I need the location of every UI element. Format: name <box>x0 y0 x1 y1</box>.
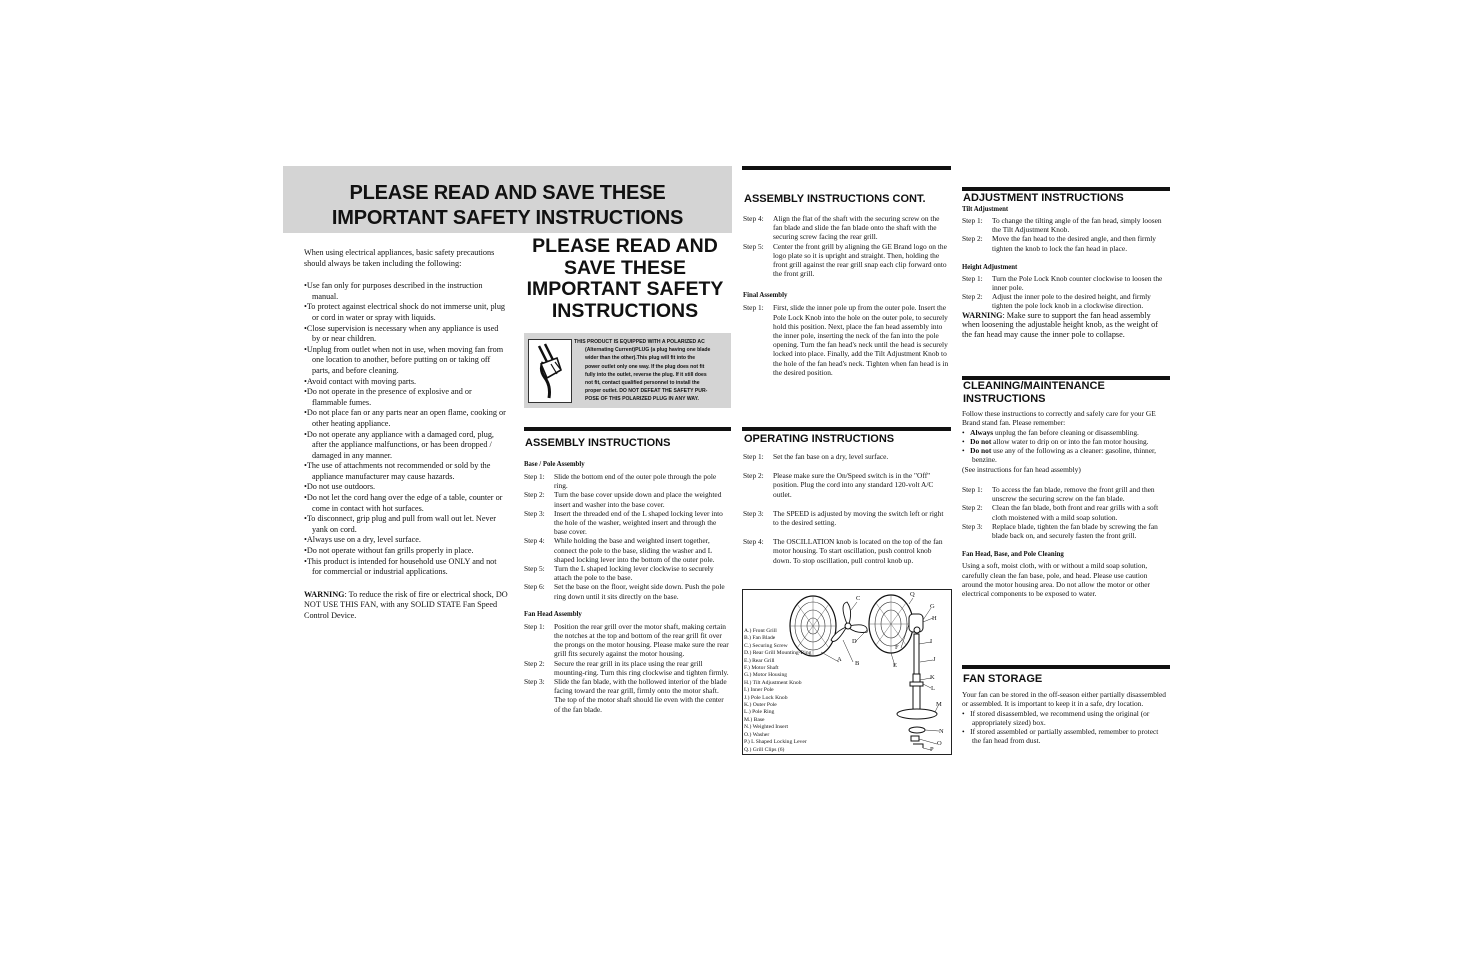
final-assembly-steps <box>743 303 950 377</box>
step-item <box>962 274 1169 292</box>
step-item <box>962 292 1169 310</box>
step-text: To change the tilting angle of the fan head, simply loosen the Tilt Adjustment Knob. <box>992 216 1162 235</box>
legend-item: M.) Base <box>744 716 765 723</box>
step-label: Step 3: <box>962 521 983 531</box>
cleaning-section <box>962 409 1169 599</box>
legend-item: D.) Rear Grill Mounting-Ring <box>744 650 812 657</box>
step-text: Set the fan base on a dry, level surface. <box>773 452 889 461</box>
step-text: Insert the threaded end of the L shaped locking lever into the hole of the washer, weighted insert and through the base cover. <box>554 508 723 537</box>
step-text: Turn the base cover upside down and place the weighted insert and washer into the base cover. <box>554 490 722 509</box>
step-text: The OSCILLATION knob is located on the top of the fan motor housing. To start oscillation, push control knob down. To stop oscillation, pull control knob up. <box>773 537 943 565</box>
bullet-bold: Always <box>970 427 994 437</box>
assembly-cont-section <box>743 214 950 377</box>
step-label: Step 5: <box>524 564 545 574</box>
legend-item: F.) Motor Shaft <box>744 665 779 672</box>
diagram-letter-d: D <box>852 638 857 645</box>
step-label: Step 1: <box>962 273 983 283</box>
list-item: • To protect against electrical shock do not immerse unit, plug or cord in water or spray with liquids. <box>304 302 508 323</box>
plug-notice-line: POSE OF THIS POLARIZED PLUG IN ANY WAY. <box>585 396 699 403</box>
plug-notice-line: THIS PRODUCT IS EQUIPPED WITH A POLARIZED AC <box>574 339 705 345</box>
safety-intro: When using electrical appliances, basic safety precautions should always be taken including the following: <box>304 248 495 268</box>
step-text: Set the base on the floor, weight side down. Push the pole ring down until it sits directly on the base. <box>554 582 725 601</box>
plug-notice-line: fully into the outlet, reverse the plug. If it still does <box>585 371 707 378</box>
cleaning-bullets <box>962 428 1169 465</box>
list-item: • Use fan only for purposes described in the instruction manual. <box>304 281 508 302</box>
list-item: • Close supervision is necessary when any appliance is used by or near children. <box>304 324 508 345</box>
operating-steps <box>743 452 950 565</box>
height-steps <box>962 274 1169 311</box>
diagram-letter-q: Q <box>910 591 915 598</box>
step-item <box>524 622 729 659</box>
diagram-letter-g: G <box>930 603 935 610</box>
fan-head-assembly-title: Fan Head Assembly <box>524 610 582 618</box>
diagram-letter-n: N <box>939 728 944 735</box>
polarized-plug-icon <box>528 339 572 403</box>
big-title-line: SAVE THESE <box>563 256 687 279</box>
legend-item: K.) Outer Pole <box>744 702 777 709</box>
storage-bullets <box>962 709 1169 746</box>
step-item <box>524 582 729 600</box>
diagram-letter-p: P <box>930 746 934 753</box>
step-label: Step 1: <box>524 621 545 631</box>
tilt-steps <box>962 216 1169 253</box>
step-text: Replace blade, tighten the fan blade by screwing the fan blade back on, and securely fasten the front grill. <box>992 521 1158 541</box>
safety-warning <box>304 590 508 622</box>
step-item <box>524 677 729 714</box>
legend-item: E.) Rear Grill <box>744 657 775 664</box>
step-label: Step 3: <box>524 508 545 518</box>
section-rule <box>962 665 1170 669</box>
assembly-section <box>524 460 729 714</box>
bullet-text: allow water to drip on or into the fan motor housing. <box>991 437 1149 447</box>
step-item <box>524 490 729 508</box>
step-item <box>743 471 950 499</box>
plug-notice-text <box>574 338 726 404</box>
step-text: Center the front grill by aligning the GE Brand logo on the logo plate so it is upright and straight. Then, holding the front grill against the rear grill snap each clip forward onto the front grill. <box>773 241 947 279</box>
assembly-title: ASSEMBLY INSTRUCTIONS <box>525 437 671 449</box>
banner-title-line2: IMPORTANT SAFETY INSTRUCTIONS <box>331 207 684 229</box>
diagram-letter-o: O <box>937 740 942 747</box>
assembly-cont-title: ASSEMBLY INSTRUCTIONS CONT. <box>744 193 926 205</box>
list-item <box>962 437 1169 446</box>
adjustment-title: ADJUSTMENT INSTRUCTIONS <box>963 192 1124 204</box>
step-item <box>743 537 950 565</box>
step-text: Please make sure the On/Speed switch is in the "Off" position. Plug the cord into any standard 120-volt A/C outlet. <box>773 471 934 499</box>
step-text: Slide the fan blade, with the hollowed interior of the blade facing toward the rear grill, firmly onto the motor shaft. The top of the motor shaft should lie even with the center of the fan blade. <box>554 677 727 714</box>
diagram-letter-l: L <box>931 685 935 692</box>
step-item <box>962 234 1169 252</box>
bullet-bold: Do not <box>970 446 992 456</box>
fan-head-assembly-steps <box>524 622 729 714</box>
warning-label: WARNING <box>304 589 345 599</box>
step-label: Step 1: <box>743 303 764 313</box>
tilt-adjustment-title: Tilt Adjustment <box>962 206 1009 213</box>
legend-item: G.) Motor Housing <box>744 672 788 679</box>
step-label: Step 2: <box>962 234 983 244</box>
step-text: Adjust the inner pole to the desired height, and firmly tighten the pole lock knob in a clockwise direction. <box>992 292 1151 311</box>
diagram-letter-e: E <box>893 662 897 669</box>
step-label: Step 4: <box>524 536 545 546</box>
legend-item: H.) Tilt Adjustment Knob <box>744 679 802 686</box>
list-item: • Do not use outdoors. <box>304 482 508 493</box>
plug-notice-line: not fit, contact qualified personnel to install the <box>585 380 700 387</box>
list-item: • Do not operate in the presence of explosive and or flammable fumes. <box>304 387 508 408</box>
cleaning-title <box>963 380 1105 406</box>
base-assembly-steps <box>524 472 729 601</box>
step-label: Step 1: <box>524 472 545 481</box>
parts-legend <box>744 628 844 754</box>
plug-notice-line: (Alternating Current)PLUG (a plug having one blade <box>585 347 711 354</box>
cleaning-note: (See instructions for fan head assembly) <box>962 464 1081 474</box>
step-item <box>524 659 729 677</box>
step-text: Turn the L shaped locking lever clockwise to securely attach the pole to the base. <box>554 564 714 583</box>
legend-item: I.) Inner Pole <box>744 687 774 694</box>
banner-title-line1: PLEASE READ AND SAVE THESE <box>349 182 666 204</box>
list-item <box>962 428 1169 437</box>
list-item: • If stored disassembled, we recommend using the original (or appropriately sized) box. <box>962 709 1169 727</box>
cleaning-title-line: INSTRUCTIONS <box>963 393 1046 405</box>
step-text: Align the flat of the shaft with the securing screw on the fan blade and slide the fan blade onto the shaft with the securing screw facing the rear grill. <box>773 214 940 242</box>
diagram-letter-k: K <box>930 674 935 681</box>
step-label: Step 5: <box>743 241 764 251</box>
step-label: Step 4: <box>743 214 764 223</box>
list-item: • This product is intended for household use ONLY and not for commercial or industrial applications. <box>304 557 508 578</box>
plug-notice-line: proper outlet. DO NOT DEFEAT THE SAFETY PUR- <box>585 388 708 395</box>
warning-label: WARNING <box>962 310 1003 320</box>
list-item: • To disconnect, grip plug and pull from wall out let. Never yank on cord. <box>304 514 508 535</box>
diagram-letter-j: J <box>933 656 936 663</box>
safety-list <box>304 281 508 578</box>
step-label: Step 2: <box>524 490 545 500</box>
step-label: Step 1: <box>962 216 983 225</box>
legend-item: P.) L Shaped Locking Lever <box>744 739 807 746</box>
adjustment-section <box>962 205 1169 340</box>
assembly-cont-steps <box>743 214 950 278</box>
base-assembly-title: Base / Pole Assembly <box>524 461 585 468</box>
step-label: Step 2: <box>962 292 983 302</box>
list-item: • Avoid contact with moving parts. <box>304 377 508 388</box>
step-item <box>962 485 1169 503</box>
step-label: Step 2: <box>743 471 764 481</box>
step-item <box>524 472 729 490</box>
list-item: • Do not let the cord hang over the edge of a table, counter or come in contact with hot surfaces. <box>304 493 508 514</box>
step-text: Move the fan head to the desired angle, and then firmly tighten the knob to lock the fan head in place. <box>992 234 1156 253</box>
step-label: Step 1: <box>743 452 764 461</box>
safety-banner <box>283 166 732 233</box>
legend-item: A.) Front Grill <box>744 628 777 634</box>
step-label: Step 6: <box>524 582 545 592</box>
step-item <box>524 509 729 537</box>
cleaning-steps <box>962 485 1169 540</box>
step-text: Position the rear grill over the motor shaft, making certain the notches at the top and bottom of the rear grill fit over the prongs on the motor housing. Please make sure the rear grill fits securely against the motor housing. <box>554 621 729 659</box>
storage-intro: Your fan can be stored in the off-season either partially disassembled or assembled. It is important to keep it in a safe, dry location. <box>962 690 1166 709</box>
cleaning-intro: Follow these instructions to correctly and safely care for your GE Brand stand fan. Please remember: <box>962 409 1156 428</box>
list-item: • The use of attachments not recommended or sold by the appliance manufacturer may cause hazards. <box>304 461 508 482</box>
big-safety-title <box>519 236 731 322</box>
final-assembly-title: Final Assembly <box>743 292 788 300</box>
step-item <box>743 452 950 461</box>
diagram-letter-h: H <box>932 615 937 622</box>
step-item <box>524 564 729 582</box>
section-rule <box>742 427 951 431</box>
step-label: Step 1: <box>962 485 983 495</box>
big-title-line: PLEASE READ AND <box>532 235 718 257</box>
plug-notice-line: wider than the other).This plug will fit into the <box>585 355 696 362</box>
step-text: Slide the bottom end of the outer pole through the pole ring. <box>554 472 717 491</box>
step-text: Clean the fan blade, both front and rear grills with a soft cloth moistened with a mild soap solution. <box>992 503 1159 522</box>
cleaning-title-line: CLEANING/MAINTENANCE <box>963 380 1105 392</box>
legend-item: O.) Washer <box>744 731 770 738</box>
list-item: • Always use on a dry, level surface. <box>304 535 508 546</box>
list-item: • Unplug from outlet when not in use, when moving fan from one location to another, before putting on or taking off parts, and before cleaning. <box>304 345 508 377</box>
step-item <box>743 242 950 279</box>
step-item <box>962 216 1169 234</box>
step-item <box>743 303 950 377</box>
list-item <box>962 446 1169 464</box>
section-rule <box>962 187 1170 191</box>
section-rule <box>524 427 731 431</box>
legend-item: J.) Pole Lock Knob <box>744 694 788 701</box>
bullet-text: use any of the following as a cleaner: gasoline, thinner, benzine. <box>972 446 1157 465</box>
step-item <box>962 503 1169 521</box>
step-label: Step 2: <box>962 503 983 513</box>
step-text: The SPEED is adjusted by moving the switch left or right to the desired setting. <box>773 508 944 528</box>
step-item <box>524 536 729 564</box>
storage-section <box>962 690 1169 746</box>
list-item: • Do not operate any appliance with a damaged cord, plug, after the appliance malfunctions, or has been dropped / damaged in any manner. <box>304 430 508 462</box>
diagram-letter-a: A <box>837 656 842 663</box>
step-item <box>962 522 1169 540</box>
step-text: First, slide the inner pole up from the outer pole. Insert the Pole Lock Knob into the hole on the outer pole, to securely hold this position. Next, place the fan head assembly into the inner pole, inserting the neck of the fan into the pole opening. Turn the fan head's neck until the head is securely locked into place. Finally, add the Tilt Adjustment Knob to the hole of the fan head's neck. Tighten when fan head is in the desired position. <box>773 303 949 377</box>
step-text: While holding the base and weighted insert together, connect the pole to the base, sliding the washer and L shaped locking lever into the bottom of the outer pole. <box>554 536 715 564</box>
diagram-letter-m: M <box>936 701 942 708</box>
diagram-letter-b: B <box>855 660 860 667</box>
warning-text: : Make sure to support the fan head assembly when loosening the adjustable height knob, as the weight of the fan head may cause the inner pole to collapse. <box>962 310 1159 340</box>
adjustment-warning <box>962 311 1169 340</box>
legend-item: N.) Weighted Insert <box>744 724 789 731</box>
legend-item: Q.) Grill Clips (6) <box>744 746 785 753</box>
diagram-letter-f: F <box>895 644 899 651</box>
step-label: Step 3: <box>524 677 545 687</box>
bullet-bold: Do not <box>970 437 992 447</box>
plug-notice-line: power outlet only one way. If the plug does not fit <box>585 363 705 370</box>
big-title-line: IMPORTANT SAFETY <box>526 278 724 300</box>
fan-head-cleaning-title: Fan Head, Base, and Pole Cleaning <box>962 551 1064 559</box>
step-text: To access the fan blade, remove the front grill and then unscrew the securing screw on the fan blade. <box>992 485 1155 504</box>
legend-item: L.) Pole Ring <box>744 709 775 716</box>
operating-title: OPERATING INSTRUCTIONS <box>744 433 895 445</box>
diagram-letter-i: I <box>930 638 933 645</box>
step-label: Step 2: <box>524 658 545 668</box>
height-adjustment-title: Height Adjustment <box>962 263 1018 271</box>
big-title-line: INSTRUCTIONS <box>551 299 699 322</box>
list-item: • Do not operate without fan grills properly in place. <box>304 546 508 557</box>
section-rule <box>742 166 951 170</box>
step-item <box>743 214 950 242</box>
step-label: Step 3: <box>743 508 764 518</box>
legend-item: C.) Securing Screw <box>744 642 788 649</box>
bullet-text: unplug the fan before cleaning or disassembling. <box>993 427 1139 437</box>
step-label: Step 4: <box>743 537 764 547</box>
storage-title: FAN STORAGE <box>963 673 1043 685</box>
step-text: Turn the Pole Lock Knob counter clockwise to loosen the inner pole. <box>992 273 1163 293</box>
diagram-letter-c: C <box>856 595 861 602</box>
step-text: Secure the rear grill in its place using the rear grill mounting-ring. Turn this ring clockwise and tighten firmly. <box>554 658 729 677</box>
list-item: • If stored assembled or partially assembled, remember to protect the fan head from dust. <box>962 727 1169 745</box>
warning-text: : To reduce the risk of fire or electrical shock, DO NOT USE THIS FAN, with any SOLID STATE Fan Speed Control Device. <box>304 589 508 620</box>
list-item: • Do not place fan or any parts near an open flame, cooking or other heating appliance. <box>304 408 508 429</box>
safety-instructions <box>304 248 508 622</box>
fan-head-cleaning-text: Using a soft, moist cloth, with or without a mild soap solution, carefully clean the fan base, pole, and head. Please use caution around the motor housing area. Do not allow the motor or other electrical components to be exposed to water. <box>962 561 1151 599</box>
legend-item: B.) Fan Blade <box>744 635 776 642</box>
step-item <box>743 509 950 527</box>
